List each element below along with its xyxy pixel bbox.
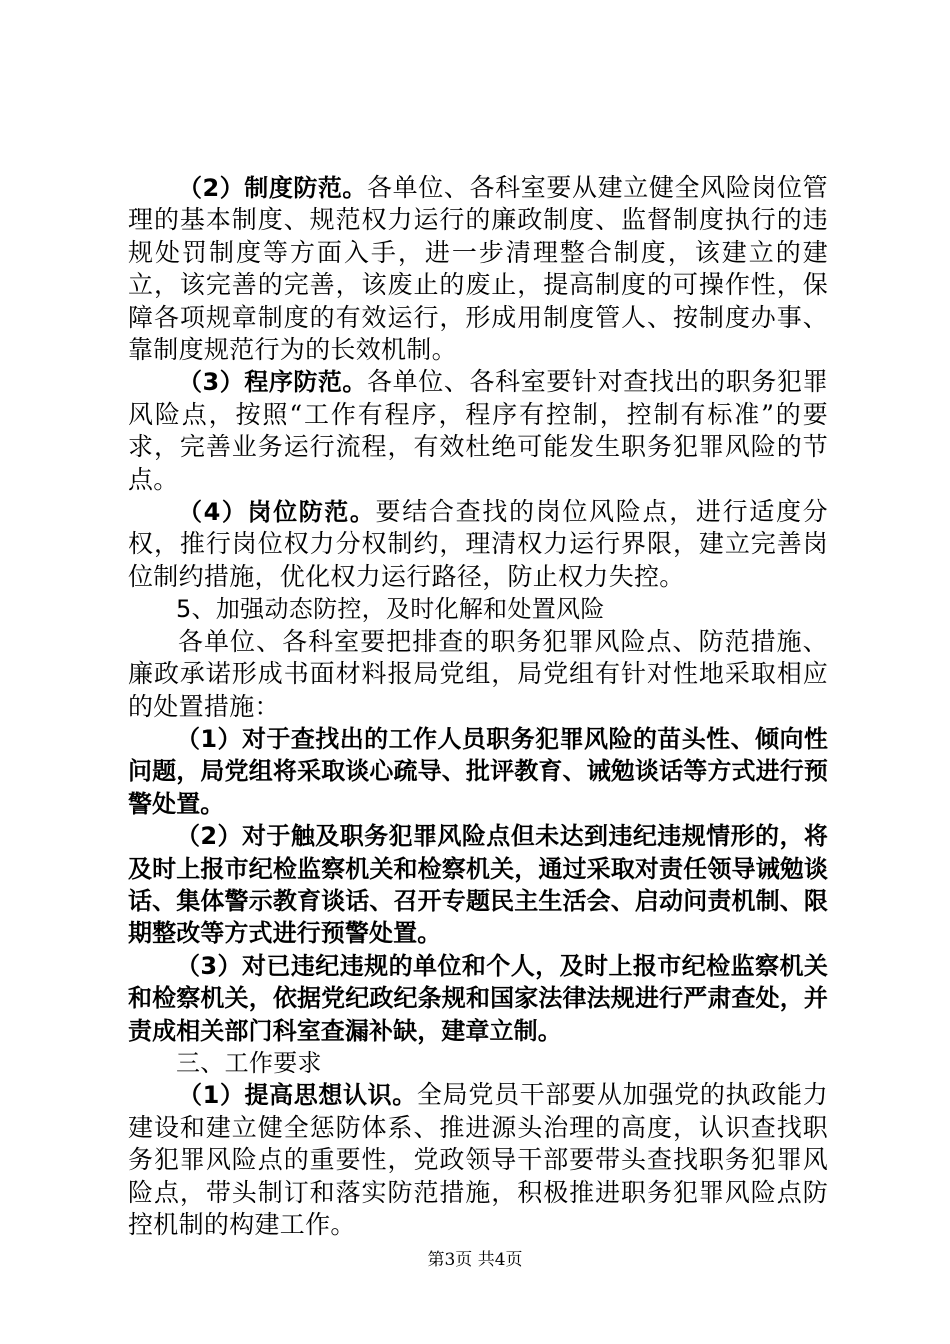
document-body [128, 172, 828, 1241]
section-heading-5: 5、加强动态防控，及时化解和处置风险 [176, 595, 605, 624]
paragraph-lead: （4）岗位防范。 [178, 498, 376, 527]
section-heading-3: 三、工作要求 [176, 1048, 322, 1077]
paragraph-institutional-prevention [128, 172, 828, 366]
page-number-footer: 第3页 共4页 [427, 1250, 523, 1270]
paragraph-lead: （1）提高思想认识。 [178, 1081, 417, 1110]
paragraph-disposal-intro: 各单位、各科室要把排查的职务犯罪风险点、防范措施、廉政承诺形成书面材料报局党组，局党组有针对性地采取相应的处置措施： [128, 626, 828, 721]
paragraph-procedural-prevention [128, 366, 828, 496]
paragraph-measure-2: （2）对于触及职务犯罪风险点但未达到违纪违规情形的，将及时上报市纪检监察机关和检察机关，通过采取对责任领导诫勉谈话、集体警示教育谈话、召开专题民主生活会、启动问责机制、限期整改等方式进行预警处置。 [128, 822, 828, 948]
paragraph-measure-1: （1）对于查找出的工作人员职务犯罪风险的苗头性、倾向性问题，局党组将采取谈心疏导、批评教育、诫勉谈话等方式进行预警处置。 [128, 724, 828, 818]
paragraph-lead: （2）制度防范。 [178, 174, 367, 202]
paragraph-text: 各单位、各科室要从建立健全风险岗位管理的基本制度、规范权力运行的廉政制度、监督制度执行的违规处罚制度等方面入手，进一步清理整合制度，该建立的建立，该完善的完善，该废止的废止，提高制度的可操作性，保障各项规章制度的有效运行，形成用制度管人、按制度办事、靠制度规范行为的长效机制。 [128, 173, 828, 365]
paragraph-text: 全局党员干部要从加强党的执政能力建设和建立健全惩防体系、推进源头治理的高度，认识查找职务犯罪风险点的重要性，党政领导干部要带头查找职务犯罪风险点，带头制订和落实防范措施，积极推进职务犯罪风险点防控机制的构建工作。 [128, 1080, 828, 1239]
paragraph-raise-awareness [128, 1079, 828, 1241]
paragraph-position-prevention [128, 496, 828, 593]
paragraph-text: 各单位、各科室要针对查找出的职务犯罪风险点，按照“工作有程序，程序有控制，控制有标准”的要求，完善业务运行流程，有效杜绝可能发生职务犯罪风险的节点。 [128, 367, 828, 494]
paragraph-lead: （3）程序防范。 [178, 368, 367, 397]
paragraph-text: 要结合查找的岗位风险点，进行适度分权，推行岗位权力分权制约，理清权力运行界限，建立完善岗位制约措施，优化权力运行路径，防止权力失控。 [128, 497, 828, 591]
paragraph-measure-3: （3）对已违纪违规的单位和个人，及时上报市纪检监察机关和检察机关，依据党纪政纪条规和国家法律法规进行严肃查处，并责成相关部门科室查漏补缺，建章立制。 [128, 951, 828, 1045]
